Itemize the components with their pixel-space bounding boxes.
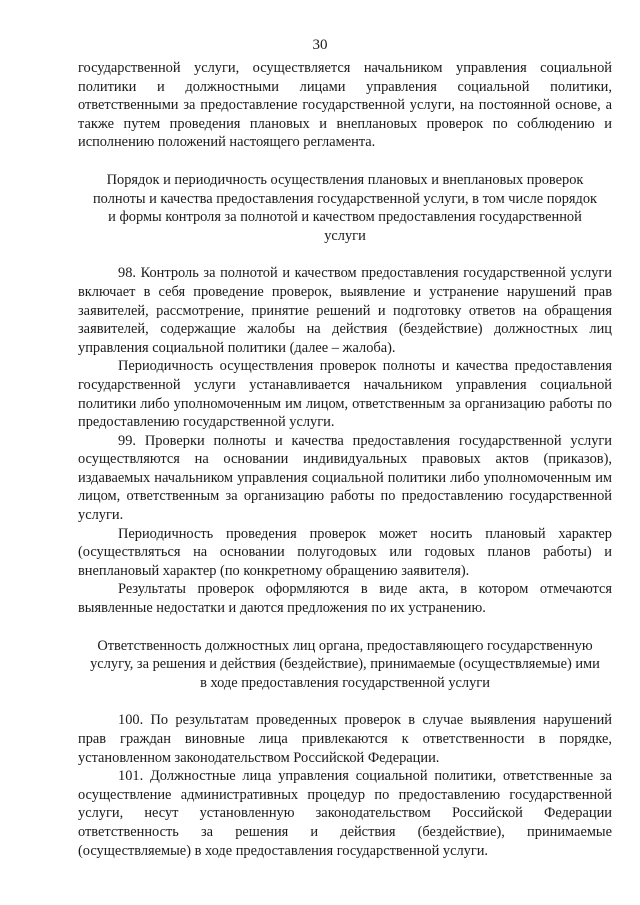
page-number: 30 [312, 37, 328, 53]
paragraph-inspection-frequency: Периодичность осуществления проверок полноты и качества предоставления государственной услуги устанавливается начальником управления социальной политики либо уполномоченным им лицом, ответственным за организацию работы по предоставлению государственной услуги. [78, 358, 612, 431]
paragraph-99: 99. Проверки полноты и качества предоставления государственной услуги осуществляются на основании индивидуальных правовых актов (приказов), издаваемых начальником управления социальной политики либо уполномоченным им лицом, ответственным за организацию работы по предоставлению государственной услуги. [78, 432, 612, 524]
section-heading-responsibility: Ответственность должностных лиц органа, предоставляющего государственную услугу, за решения и действия (бездействие), принимаемые (осуществляемые) ими в ходе предоставления государственной услуги [90, 637, 600, 691]
paragraph-continuation: государственной услуги, осуществляется начальником управления социальной политики и должностными лицами управления социальной политики, ответственными за предоставление государственной услуги, на постоянной основе, а также путем проведения плановых и внеплановых проверок по соблюдению и исполнению положений настоящего регламента. [78, 60, 612, 151]
paragraph-inspection-periodicity: Периодичность проведения проверок может носить плановый характер (осуществляться на основании полугодовых или годовых планов работы) и внеплановый характер (по конкретному обращению заявителя). [78, 525, 612, 579]
paragraph-100: 100. По результатам проведенных проверок в случае выявления нарушений прав граждан виновные лица привлекаются к ответственности в порядке, установленном законодательством Российской Федерации. [78, 712, 612, 766]
paragraph-101: 101. Должностные лица управления социальной политики, ответственные за осуществление административных процедур по предоставлению государственной услуги, несут установленную законодательством Российской Федерации ответственность за решения и действия (бездействие), принимаемые (осуществляемые) в ходе предоставления государственной услуги. [78, 768, 612, 859]
paragraph-inspection-results: Результаты проверок оформляются в виде акта, в котором отмечаются выявленные недостатки и даются предложения по их устранению. [78, 581, 612, 617]
section-heading-inspections: Порядок и периодичность осуществления плановых и внеплановых проверок полноты и качества предоставления государственной услуги, в том числе порядок и формы контроля за полнотой и качеством предоставления государственной услуги [92, 171, 598, 244]
paragraph-98: 98. Контроль за полнотой и качеством предоставления государственной услуги включает в себя проведение проверок, выявление и устранение нарушений прав заявителей, рассмотрение, принятие решений и подготовку ответов на обращения заявителей, содержащие жалобы на действия (бездействие) должностных лиц управления социальной политики (далее – жалоба). [78, 265, 612, 356]
document-body [78, 59, 612, 860]
